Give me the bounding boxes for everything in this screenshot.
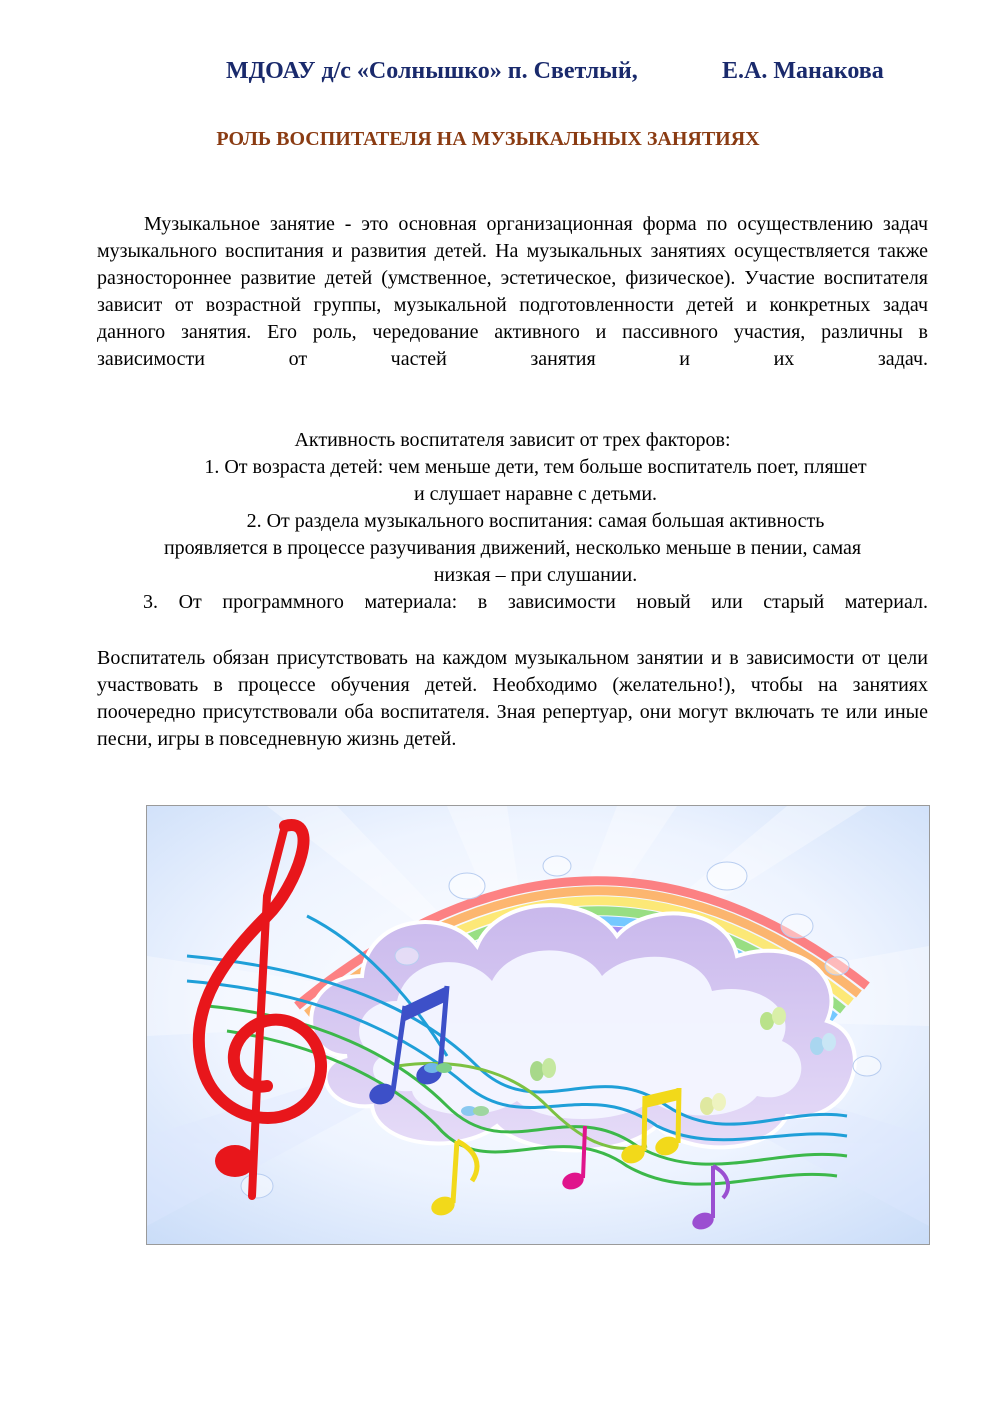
document-title: РОЛЬ ВОСПИТАТЕЛЯ НА МУЗЫКАЛЬНЫХ ЗАНЯТИЯХ — [216, 128, 760, 150]
organization-name: МДОАУ д/с «Солнышко» п. Светлый, — [226, 58, 638, 84]
music-illustration-art — [147, 806, 929, 1244]
factor-2-line-3: низкая – при слушании. — [433, 564, 638, 586]
factors-block — [97, 427, 928, 616]
factor-2-line-1: 2. От раздела музыкального воспитания: самая большая активность — [246, 510, 825, 532]
author-name: Е.А. Манакова — [722, 58, 884, 84]
factor-1-line-1: 1. От возраста детей: чем меньше дети, тем больше воспитатель поет, пляшет — [204, 456, 867, 478]
factors-intro: Активность воспитателя зависит от трех факторов: — [294, 429, 731, 451]
factor-3: 3. От программного материала: в зависимости новый или старый материал. — [143, 591, 928, 613]
intro-paragraph: Музыкальное занятие - это основная организационная форма по осуществлению задач музыкального воспитания и развития детей. На музыкальных занятиях осуществляется также разностороннее развитие детей (умственное, эстетическое, физическое). Участие воспитателя зависит от возрастной группы, музыкальной подготовленности детей и конкретных задач данного занятия. Его роль, чередование активного и пассивного участия, различны в зависимости от частей занятия и их задач. — [97, 213, 928, 370]
music-illustration — [146, 805, 930, 1245]
factor-1-line-2: и слушает наравне с детьми. — [413, 483, 658, 505]
closing-paragraph: Воспитатель обязан присутствовать на каждом музыкальном занятии и в зависимости от цели участвовать в процессе обучения детей. Необходимо (желательно!), чтобы на занятиях поочередно присутствовали оба воспитателя. Зная репертуар, они могут включать те или иные песни, игры в повседневную жизнь детей. — [97, 647, 928, 750]
factor-2-line-2: проявляется в процессе разучивания движений, несколько меньше в пении, самая — [163, 537, 862, 559]
